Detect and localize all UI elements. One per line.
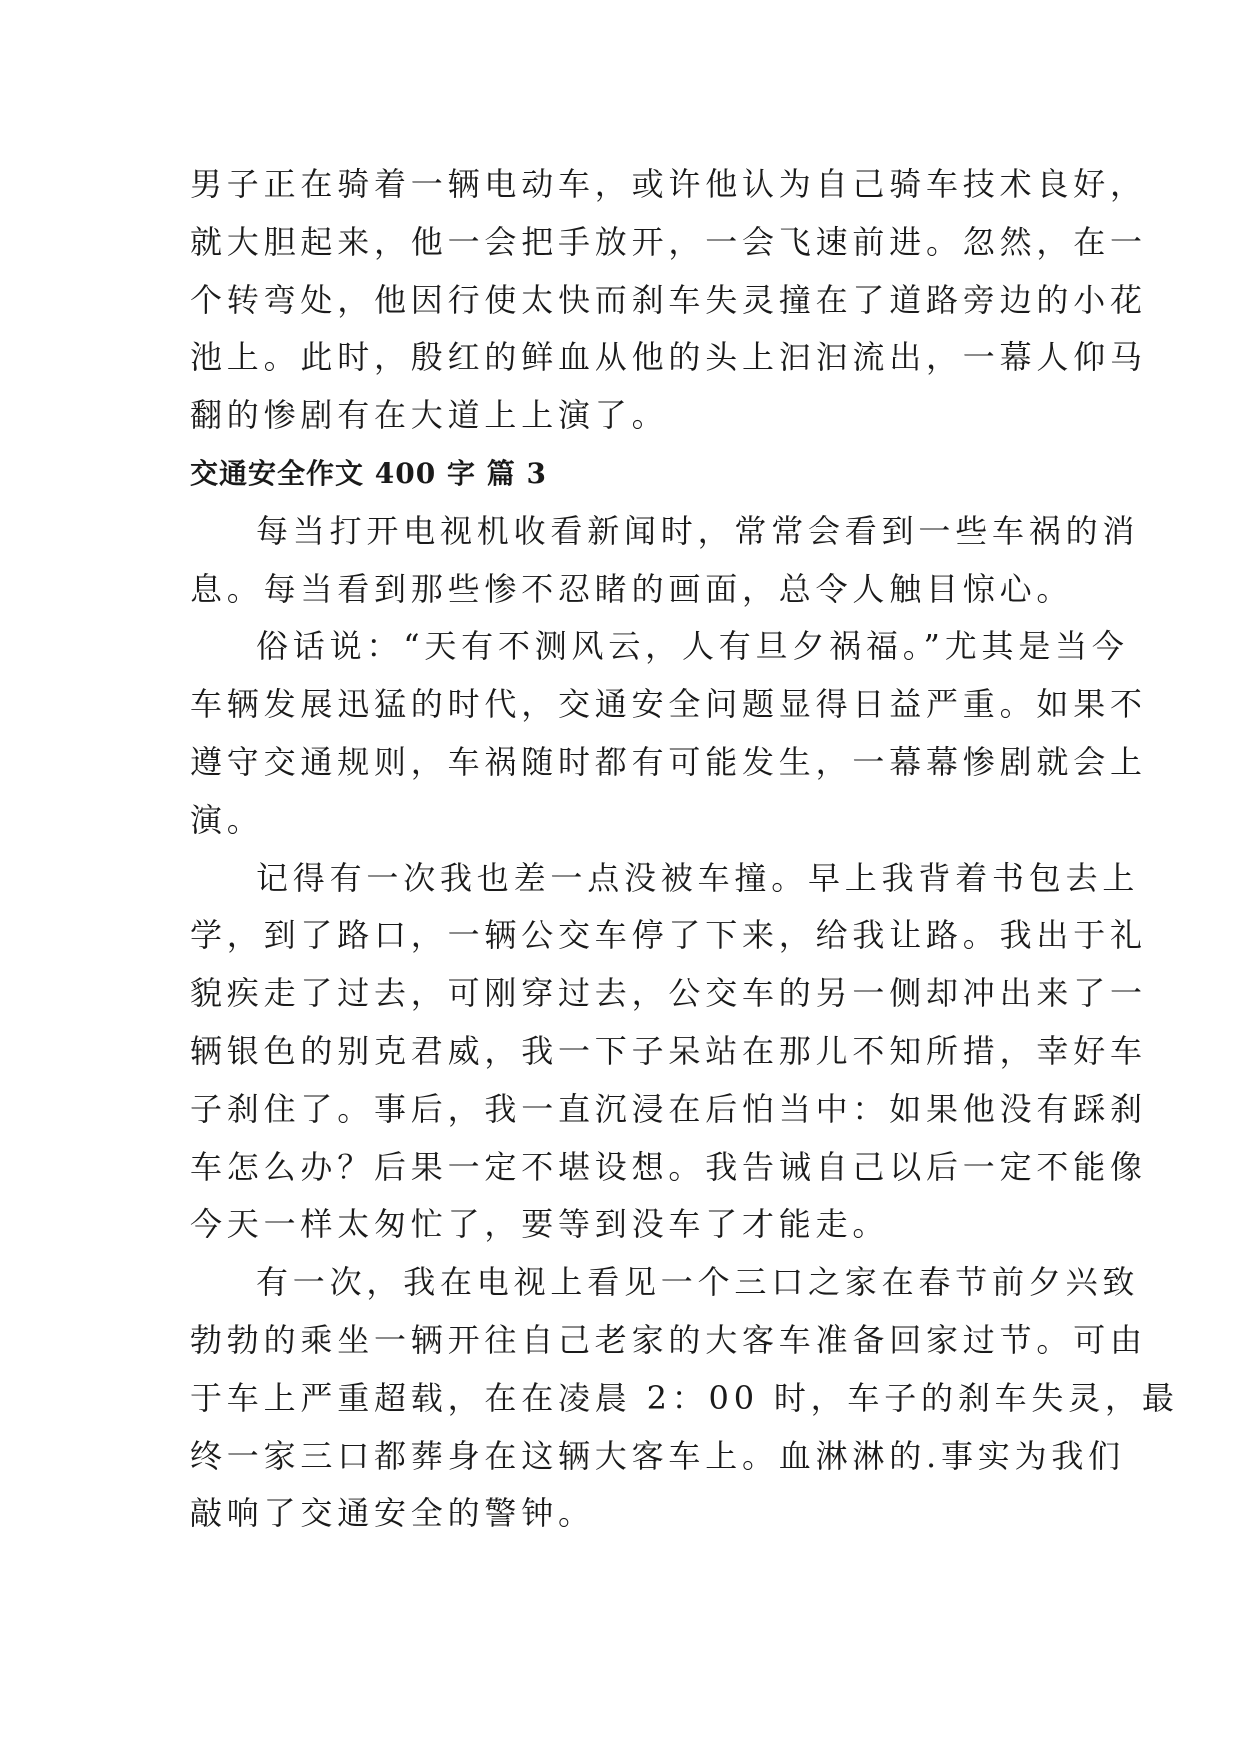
text-line: 遵守交通规则，车祸随时都有可能发生，一幕幕惨剧就会上 bbox=[190, 742, 1147, 781]
text-line: 勃勃的乘坐一辆开往自己老家的大客车准备回家过节。可由 bbox=[190, 1320, 1147, 1359]
text-line: 学，到了路口，一辆公交车停了下来，给我让路。我出于礼 bbox=[190, 916, 1147, 955]
section-heading: 交通安全作文 400 字 篇 3 bbox=[190, 456, 547, 490]
text-line: 男子正在骑着一辆电动车，或许他认为自己骑车技术良好， bbox=[190, 165, 1147, 203]
text-line: 俗话说：“天有不测风云，人有旦夕祸福。”尤其是当今 bbox=[256, 627, 1129, 666]
text-line: 记得有一次我也差一点没被车撞。早上我背着书包去上 bbox=[256, 858, 1140, 897]
text-line: 辆银色的别克君威，我一下子呆站在那儿不知所措，幸好车 bbox=[190, 1031, 1147, 1070]
paragraph-continued bbox=[190, 156, 1147, 445]
text-line: 每当打开电视机收看新闻时，常常会看到一些车祸的消 bbox=[256, 511, 1140, 550]
text-line: 终一家三口都葬身在这辆大客车上。血淋淋的.事实为我们 bbox=[190, 1436, 1125, 1475]
text-line: 敲响了交通安全的警钟。 bbox=[190, 1494, 595, 1533]
text-line: 车怎么办？后果一定不堪设想。我告诫自己以后一定不能像 bbox=[190, 1147, 1147, 1186]
text-line: 于车上严重超载，在在凌晨 2：00 时，车子的刹车失灵，最 bbox=[190, 1378, 1179, 1417]
paragraph-memory bbox=[190, 850, 1147, 1255]
paragraph-family bbox=[190, 1254, 1179, 1543]
text-line: 貌疾走了过去，可刚穿过去，公交车的另一侧却冲出来了一 bbox=[190, 974, 1147, 1013]
text-line: 息。每当看到那些惨不忍睹的画面，总令人触目惊心。 bbox=[190, 569, 1074, 608]
text-line: 池上。此时，殷红的鲜血从他的头上汩汩流出，一幕人仰马 bbox=[190, 338, 1147, 377]
document-content bbox=[190, 156, 1179, 1543]
text-line: 演。 bbox=[190, 800, 264, 839]
text-line: 有一次，我在电视上看见一个三口之家在春节前夕兴致 bbox=[256, 1263, 1140, 1302]
paragraph-proverb bbox=[190, 618, 1147, 849]
paragraph-news bbox=[190, 503, 1140, 619]
text-line: 翻的惨剧有在大道上上演了。 bbox=[190, 396, 669, 435]
text-line: 今天一样太匆忙了，要等到没车了才能走。 bbox=[190, 1205, 890, 1244]
text-line: 个转弯处，他因行使太快而刹车失灵撞在了道路旁边的小花 bbox=[190, 280, 1147, 319]
text-line: 子刹住了。事后，我一直沉浸在后怕当中：如果他没有踩刹 bbox=[190, 1089, 1147, 1128]
text-line: 就大胆起来，他一会把手放开，一会飞速前进。忽然，在一 bbox=[190, 222, 1147, 261]
text-line: 车辆发展迅猛的时代，交通安全问题显得日益严重。如果不 bbox=[190, 685, 1147, 724]
